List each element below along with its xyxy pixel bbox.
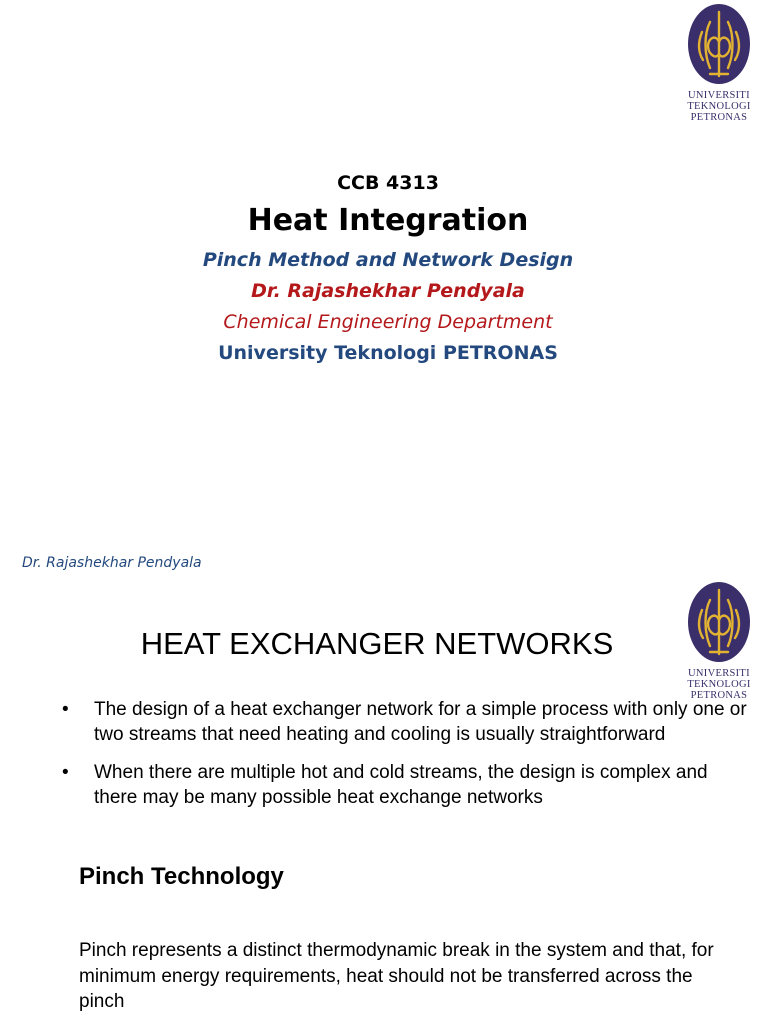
bullet-text: When there are multiple hot and cold streams, the design is complex and there may be many possible heat exchange networks — [94, 762, 708, 808]
list-item — [62, 697, 752, 747]
bullet-icon: • — [62, 699, 69, 720]
bullet-icon: • — [62, 762, 69, 783]
section-title: HEAT EXCHANGER NETWORKS — [140, 626, 614, 661]
department-name: Chemical Engineering Department — [223, 311, 553, 333]
page-title: Heat Integration — [247, 203, 529, 238]
logo-line: UNIVERSITI — [688, 668, 750, 679]
logo-line: TEKNOLOGI — [687, 679, 751, 690]
bullet-list — [62, 697, 752, 823]
logo-line: PETRONAS — [690, 690, 748, 701]
logo-line: UNIVERSITI — [688, 90, 750, 101]
subtitle: Pinch Method and Network Design — [202, 249, 574, 271]
list-item — [62, 760, 752, 810]
subheading: Pinch Technology — [79, 863, 284, 890]
university-name: University Teknologi PETRONAS — [218, 342, 558, 364]
utp-emblem-icon — [686, 2, 752, 86]
utp-logo — [686, 2, 752, 123]
content-slide — [0, 575, 768, 1024]
logo-wordmark — [687, 90, 750, 123]
author-name: Dr. Rajashekhar Pendyala — [251, 280, 525, 302]
logo-line: TEKNOLOGI — [687, 101, 751, 112]
logo-line: PETRONAS — [690, 112, 748, 123]
body-paragraph: Pinch represents a distinct thermodynamic break in the system and that, for minimum energy requirements, heat should not be transferred across the pinch — [79, 940, 714, 1012]
bullet-text: The design of a heat exchanger network for a simple process with only one or two streams that need heating and cooling is usually straightforward — [94, 699, 747, 745]
footer-author: Dr. Rajashekhar Pendyala — [22, 555, 202, 571]
course-code: CCB 4313 — [337, 172, 439, 194]
